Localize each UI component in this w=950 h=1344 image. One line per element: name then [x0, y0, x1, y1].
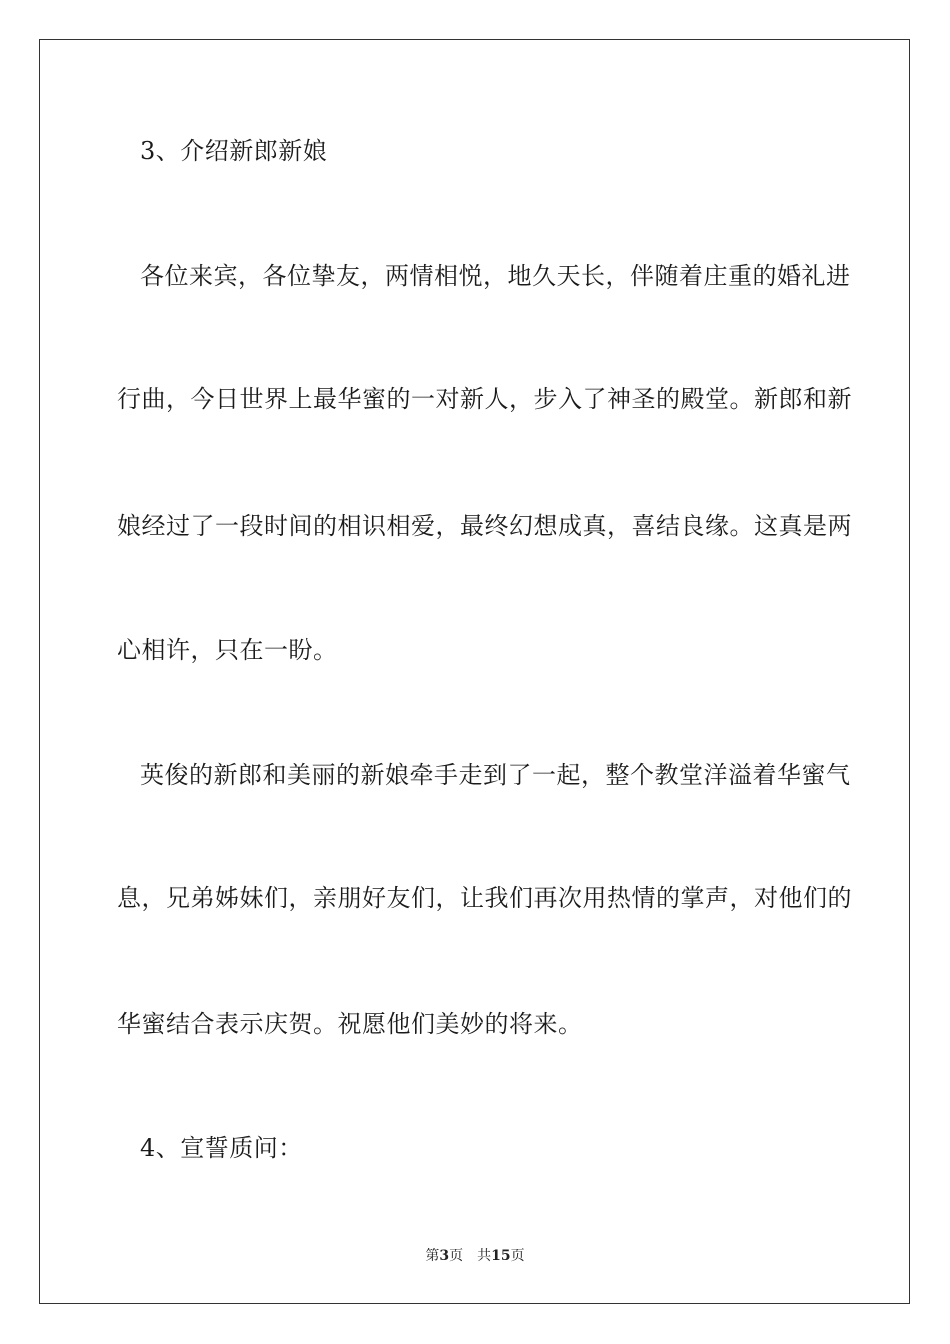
section-heading-3: 3、介绍新郎新娘 — [140, 137, 328, 165]
footer-total-suffix: 页 — [510, 1248, 525, 1264]
footer-page-prefix: 第 — [425, 1248, 440, 1264]
page-border — [39, 39, 910, 1304]
paragraph-1-line-1: 各位来宾，各位挚友，两情相悦，地久天长，伴随着庄重的婚礼进 — [140, 262, 851, 290]
paragraph-1-line-4: 心相许，只在一盼。 — [117, 636, 338, 664]
paragraph-2-line-2: 息，兄弟姊妹们，亲朋好友们，让我们再次用热情的掌声，对他们的 — [117, 884, 852, 912]
paragraph-2-line-3: 华蜜结合表示庆贺。祝愿他们美妙的将来。 — [117, 1010, 583, 1038]
footer-total-prefix: 共 — [477, 1248, 492, 1264]
section-heading-4: 4、宣誓质问： — [140, 1134, 303, 1162]
paragraph-1-line-3: 娘经过了一段时间的相识相爱，最终幻想成真，喜结良缘。这真是两 — [117, 512, 852, 540]
footer-page-suffix: 页 — [449, 1248, 464, 1264]
paragraph-2-line-1: 英俊的新郎和美丽的新娘牵手走到了一起，整个教堂洋溢着华蜜气 — [140, 761, 851, 789]
footer-page-current: 3 — [439, 1248, 450, 1264]
paragraph-1-line-2: 行曲，今日世界上最华蜜的一对新人，步入了神圣的殿堂。新郎和新 — [117, 385, 852, 413]
page-footer — [0, 1247, 950, 1265]
footer-page-total: 15 — [491, 1248, 511, 1264]
